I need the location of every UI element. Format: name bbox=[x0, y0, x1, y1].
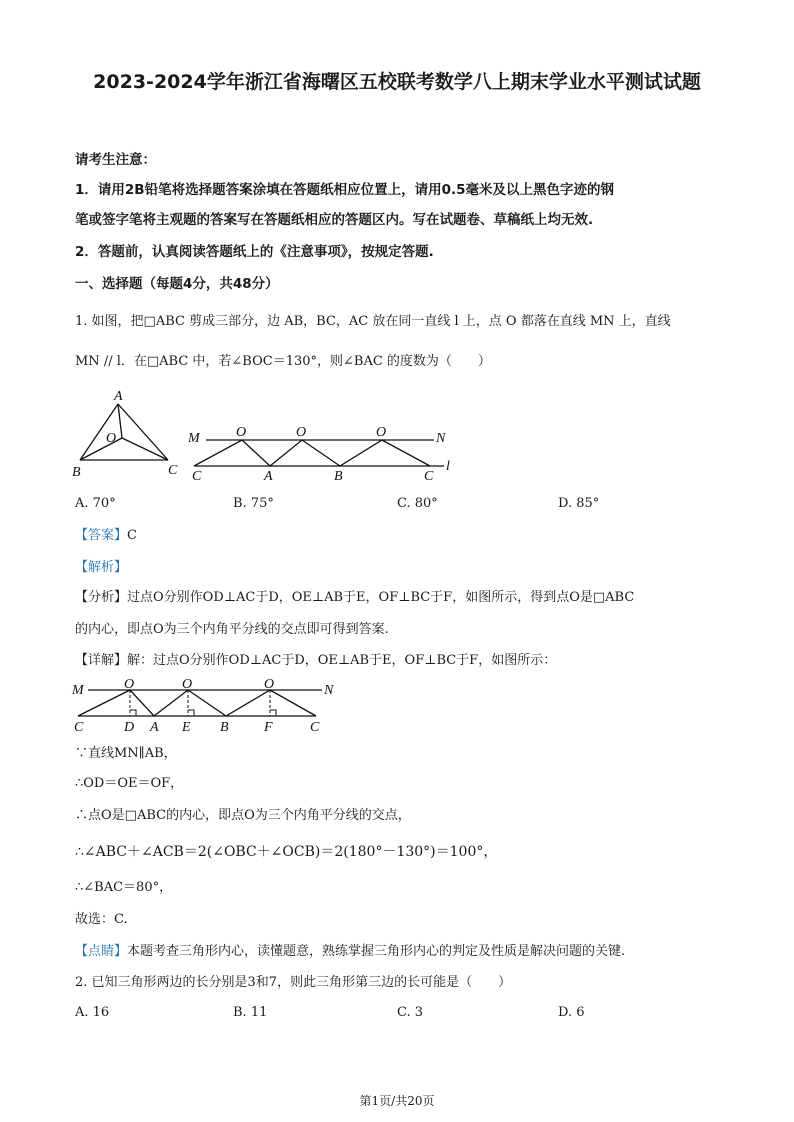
fig3-label-c1: C bbox=[74, 720, 84, 735]
fig1-label-c: C bbox=[168, 463, 178, 478]
q2-option-c: C. 3 bbox=[397, 1005, 424, 1020]
fig2-label-l: l bbox=[446, 459, 450, 474]
fig2-label-b: B bbox=[334, 469, 343, 484]
fig2-label-n: N bbox=[436, 431, 446, 446]
fenxi-line2: 的内心，即点O为三个内角平分线的交点即可得到答案. bbox=[75, 622, 389, 637]
dianjing-tag: 【点睛】 bbox=[75, 944, 128, 959]
notice-item2: 2．答题前，认真阅读答题纸上的《注意事项》，按规定答题. bbox=[75, 244, 434, 260]
xiangjie-tag: 【详解】 bbox=[75, 653, 128, 668]
dianjing-line bbox=[75, 942, 625, 962]
q1-answer bbox=[75, 526, 137, 546]
step-6: 故选：C. bbox=[75, 912, 128, 927]
q1-option-a: A. 70° bbox=[75, 496, 116, 511]
notice-heading: 请考生注意： bbox=[75, 152, 156, 168]
notice-item1-line1: 1．请用2B铅笔将选择题答案涂填在答题纸相应位置上，请用0.5毫米及以上黑色字迹的钢 bbox=[75, 182, 614, 198]
page-title: 2023-2024学年浙江省海曙区五校联考数学八上期末学业水平测试试题 bbox=[93, 71, 701, 93]
notice-item1-line2: 笔或签字笔将主观题的答案写在答题纸相应的答题区内。写在试题卷、草稿纸上均无效. bbox=[75, 212, 594, 228]
q2-option-a: A. 16 bbox=[75, 1005, 110, 1020]
perpendicular-figure bbox=[64, 676, 354, 738]
fenxi-line1 bbox=[75, 588, 634, 608]
q1-option-b: B. 75° bbox=[233, 496, 274, 511]
dianjing-text: 本题考查三角形内心，读懂题意，熟练掌握三角形内心的判定及性质是解决问题的关键. bbox=[127, 944, 626, 959]
fenxi-text1: 过点O分别作OD⊥AC于D，OE⊥AB于E，OF⊥BC于F，如图所示，得到点O是□ABC bbox=[127, 590, 635, 605]
answer-value: C bbox=[127, 528, 137, 543]
fig2-label-o1: O bbox=[236, 425, 247, 440]
step-3: ∴点O是□ABC的内心，即点O为三个内角平分线的交点， bbox=[75, 808, 411, 823]
fig2-label-c2: C bbox=[424, 469, 434, 484]
fig1-label-o: O bbox=[106, 431, 117, 446]
fig2-label-a: A bbox=[264, 469, 273, 484]
q2-text: 2. 已知三角形两边的长分别是3和7，则此三角形第三边的长可能是（ ） bbox=[75, 975, 512, 990]
answer-tag: 【答案】 bbox=[75, 528, 128, 543]
fig3-label-e: E bbox=[182, 720, 191, 735]
q2-option-b: B. 11 bbox=[233, 1005, 268, 1020]
fig3-label-o1: O bbox=[124, 677, 135, 692]
xiangjie-text: 解：过点O分别作OD⊥AC于D，OE⊥AB于E，OF⊥BC于F，如图所示： bbox=[127, 653, 557, 668]
q1-option-d: D. 85° bbox=[558, 496, 600, 511]
fig1-label-b: B bbox=[72, 465, 81, 480]
triangle-figure bbox=[68, 388, 188, 480]
fig2-label-c1: C bbox=[192, 469, 202, 484]
fig3-label-o3: O bbox=[264, 677, 275, 692]
q2-option-d: D. 6 bbox=[558, 1005, 585, 1020]
section-heading: 一、选择题（每题4分，共48分） bbox=[75, 276, 279, 292]
fig3-label-a: A bbox=[150, 720, 159, 735]
analysis-tag: 【解析】 bbox=[75, 560, 128, 575]
fig1-label-a: A bbox=[114, 389, 123, 404]
xiangjie-line bbox=[75, 651, 556, 671]
fig3-label-d: D bbox=[124, 720, 135, 735]
fig3-label-b: B bbox=[220, 720, 229, 735]
fig3-label-c2: C bbox=[310, 720, 320, 735]
fig2-label-o2: O bbox=[296, 425, 307, 440]
q1-option-c: C. 80° bbox=[397, 496, 438, 511]
step-4: ∴∠ABC＋∠ACB＝2(∠OBC＋∠OCB)＝2(180°－130°)＝100°， bbox=[75, 844, 498, 860]
q1-line1: 1. 如图，把□ABC 剪成三部分，边 AB，BC，AC 放在同一直线 l 上，点 O 都落在直线 MN 上，直线 bbox=[75, 314, 671, 329]
step-1: ∵直线MN∥AB， bbox=[75, 746, 177, 761]
q1-line2: MN // l．在□ABC 中，若∠BOC＝130°，则∠BAC 的度数为（ ） bbox=[75, 354, 491, 369]
fig3-label-m: M bbox=[72, 683, 84, 698]
parallel-lines-figure bbox=[182, 422, 462, 484]
fig3-label-n: N bbox=[324, 683, 334, 698]
fenxi-tag: 【分析】 bbox=[75, 590, 128, 605]
fig3-label-o2: O bbox=[182, 677, 193, 692]
page-footer: 第1页/共20页 bbox=[359, 1094, 435, 1108]
step-2: ∴OD＝OE＝OF， bbox=[75, 776, 184, 791]
fig2-label-m: M bbox=[188, 431, 200, 446]
fig3-label-f: F bbox=[264, 720, 273, 735]
step-5: ∴∠BAC＝80°， bbox=[75, 880, 173, 895]
fig2-label-o3: O bbox=[376, 425, 387, 440]
